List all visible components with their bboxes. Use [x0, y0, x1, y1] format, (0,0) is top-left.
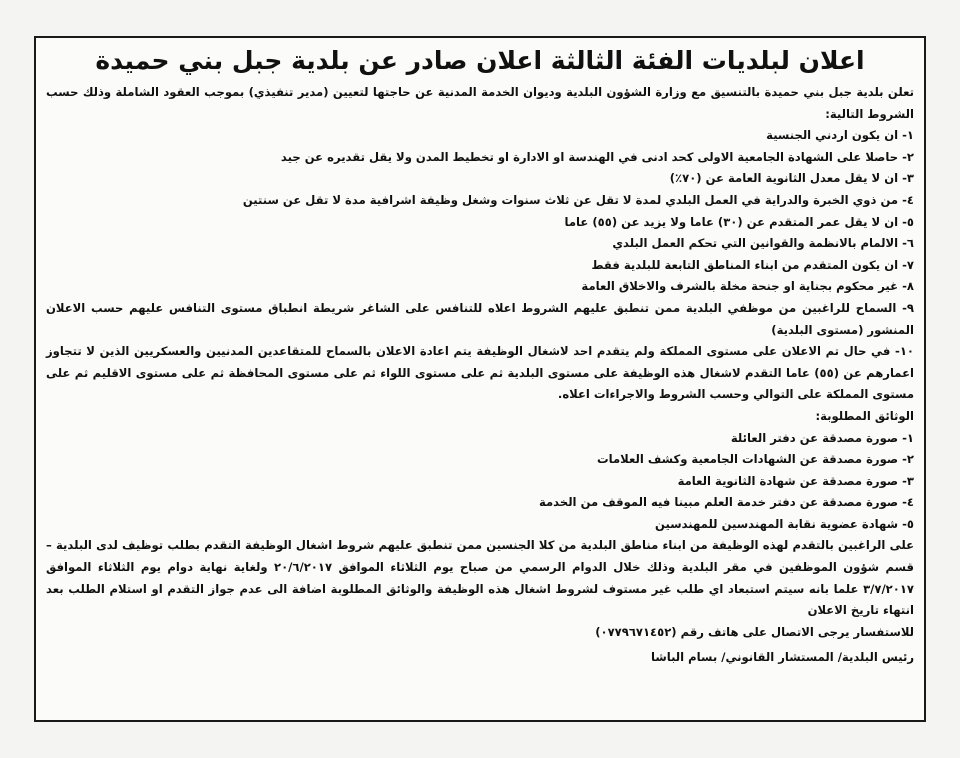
document-item: ٥- شهادة عضوية نقابة المهندسين للمهندسين: [655, 516, 914, 531]
intro-paragraph: تعلن بلدية جبل بني حميدة بالتنسيق مع وزارة الشؤون البلدية وديوان الخدمة المدنية عن حاجتها لتعيين (مدير تنفيذي) بموجب العقود الشاملة وذلك حسب الشروط التالية:: [46, 85, 914, 121]
condition-item: ٧- ان يكون المتقدم من ابناء المناطق التابعة للبلدية فقط: [591, 257, 914, 272]
documents-heading: الوثائق المطلوبة:: [815, 408, 914, 423]
condition-item: ٢- حاصلا على الشهادة الجامعية الاولى كحد ادنى في الهندسة او الادارة او تخطيط المدن ولا يقل تقديره عن جيد: [280, 149, 914, 164]
announcement-content: [46, 38, 914, 720]
document-item: ٤- صورة مصدقة عن دفتر خدمة العلم مبينا فيه الموقف من الخدمة: [538, 495, 914, 510]
document-item: ٣- صورة مصدقة عن شهادة الثانوية العامة: [677, 473, 914, 488]
closing-paragraph: على الراغبين بالتقدم لهذه الوظيفة من ابناء مناطق البلدية من كلا الجنسين ممن تنطبق عليهم شروط اشغال الوظيفة التقدم بطلب توظيف لدى البلدية – قسم شؤون الموظفين في مقر البلدية وذلك خلال الدوام الرسمي من صباح يوم الثلاثاء الموافق ٢٠/٦/٢٠١٧ ولغاية نهاية دوام يوم الثلاثاء الموافق ٣/٧/٢٠١٧ علما بانه سيتم استبعاد اي طلب غير مستوف لشروط اشغال هذه الوظيفة والوثائق المطلوبة اضافة الى عدم جواز التقدم او استلام الطلب بعد انتهاء تاريخ الاعلان: [46, 538, 914, 618]
announcement-title: اعلان لبلديات الفئة الثالثة اعلان صادر عن بلدية جبل بني حميدة: [95, 46, 865, 75]
announcement-frame: [34, 36, 926, 722]
condition-item: ١- ان يكون اردني الجنسية: [766, 128, 914, 143]
condition-item: ٥- ان لا يقل عمر المتقدم عن (٣٠) عاما ولا يزيد عن (٥٥) عاما: [564, 214, 914, 229]
condition-9: ٩- السماح للراغبين من موظفي البلدية ممن تنطبق عليهم الشروط اعلاه للتنافس على الشاغر شريطة انطباق مستوى التنافس عليهم حسب الاعلان المنشور (مستوى البلدية): [46, 300, 914, 337]
document-item: ١- صورة مصدقة عن دفتر العائلة: [730, 430, 914, 445]
condition-item: ٣- ان لا يقل معدل الثانوية العامة عن (٧٠٪): [669, 171, 914, 186]
condition-item: ٨- غير محكوم بجناية او جنحة مخلة بالشرف والاخلاق العامة: [581, 279, 914, 294]
condition-item: ٤- من ذوي الخبرة والدراية في العمل البلدي لمدة لا تقل عن ثلاث سنوات وشغل وظيفة اشرافية مدة لا تقل عن سنتين: [242, 192, 914, 207]
condition-10: ١٠- في حال تم الاعلان على مستوى المملكة ولم يتقدم احد لاشغال الوظيفة يتم اعادة الاعلان بالسماح للمتقاعدين المدنيين والعسكريين الذين لا تتجاوز اعمارهم عن (٥٥) عاما التقدم لاشغال هذه الوظيفة على مستوى البلدية ثم على مستوى اللواء ثم على مستوى المحافظة ثم على مستوى الاقليم ثم على مستوى المملكة على التوالي وحسب الشروط والاجراءات اعلاه.: [46, 344, 914, 402]
document-item: ٢- صورة مصدقة عن الشهادات الجامعية وكشف العلامات: [596, 452, 914, 467]
contact-line: للاستفسار يرجى الاتصال على هاتف رقم (٠٧٧٩٦٧١٤٥٢): [595, 624, 914, 639]
condition-item: ٦- الالمام بالانظمة والقوانين التي تحكم العمل البلدي: [612, 236, 914, 251]
signature-line: رئيس البلدية/ المستشار القانوني/ بسام الباشا: [650, 650, 914, 665]
